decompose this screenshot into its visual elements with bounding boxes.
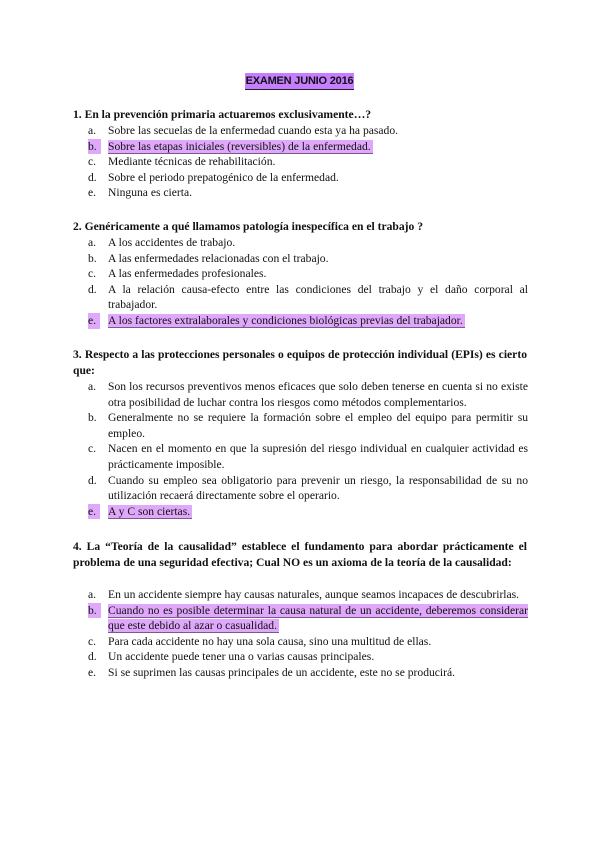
option-1e[interactable]: e. Ninguna es cierta.	[88, 186, 193, 200]
question-2-options	[88, 235, 528, 329]
question-3: 3. Respecto a las protecciones personales o equipos de protección individual (EPIs) es cierto que:	[73, 348, 527, 377]
question-4-options	[88, 587, 528, 681]
question-1-options	[88, 123, 528, 201]
question-3-options	[88, 379, 528, 519]
option-3b[interactable]: b. Generalmente no se requiere la formación sobre el empleo del equipo para permitir su empleo.	[88, 411, 528, 440]
option-3e-highlighted[interactable]: e. A y C son ciertas.	[88, 504, 191, 518]
option-4d[interactable]: d. Un accidente puede tener una o varias causas principales.	[88, 650, 375, 664]
option-1a[interactable]: a. Sobre las secuelas de la enfermedad cuando esta ya ha pasado.	[88, 124, 399, 137]
option-1c[interactable]: c. Mediante técnicas de rehabilitación.	[88, 155, 276, 169]
exam-title: EXAMEN JUNIO 2016	[245, 73, 354, 90]
option-4e[interactable]: e. Si se suprimen las causas principales de un accidente, este no se producirá.	[88, 665, 456, 679]
option-3a[interactable]: a. Son los recursos preventivos menos eficaces que solo deben tenerse en cuenta si no existe otra posibilidad de luchar contra los riesgos como métodos complementarios.	[88, 380, 528, 409]
option-1b-highlighted[interactable]: b. Sobre las etapas iniciales (reversibles) de la enfermedad.	[88, 139, 371, 153]
question-2: 2. Genéricamente a qué llamamos patología inespecífica en el trabajo ?	[73, 220, 424, 233]
option-2a[interactable]: a. A los accidentes de trabajo.	[88, 236, 236, 249]
option-2e-highlighted[interactable]: e. A los factores extralaborales y condiciones biológicas previas del trabajador.	[88, 313, 463, 327]
option-2b[interactable]: b. A las enfermedades relacionadas con el trabajo.	[88, 251, 329, 265]
option-4c[interactable]: c. Para cada accidente no hay una sola causa, sino una multitud de ellas.	[88, 634, 432, 648]
question-4: 4. La “Teoría de la causalidad” establece el fundamento para abordar prácticamente el problema de una seguridad efectiva; Cual NO es un axioma de la teoría de la causalidad:	[73, 540, 527, 569]
option-1d[interactable]: d. Sobre el periodo prepatogénico de la enfermedad.	[88, 170, 339, 184]
option-3c[interactable]: c. Nacen en el momento en que la supresión del riesgo individual en cualquier actividad es prácticamente imposible.	[88, 442, 528, 471]
option-3d[interactable]: d. Cuando su empleo sea obligatorio para prevenir un riesgo, la responsabilidad de su no utilización recaerá directamente sobre el operario.	[88, 473, 528, 503]
option-2c[interactable]: c. A las enfermedades profesionales.	[88, 267, 267, 281]
option-4b-highlighted[interactable]: b. Cuando no es posible determinar la causa natural de un accidente, deberemos considerar que este debido al azar o casualidad.	[88, 603, 528, 633]
option-4a[interactable]: a. En un accidente siempre hay causas naturales, aunque seamos incapaces de descubrirlas.	[88, 588, 520, 601]
option-2d[interactable]: d. A la relación causa-efecto entre las condiciones del trabajo y el daño corporal al trabajador.	[88, 282, 528, 312]
question-1: 1. En la prevención primaria actuaremos exclusivamente…?	[73, 108, 372, 121]
